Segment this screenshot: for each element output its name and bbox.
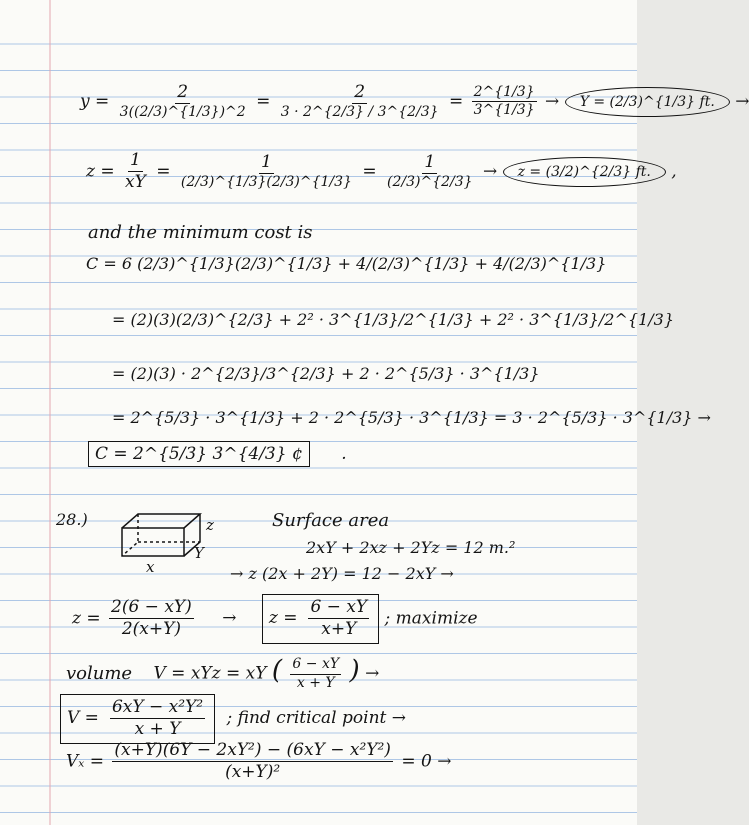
volume-res-lhs: V =	[67, 708, 99, 729]
box-label-y: Y	[194, 544, 204, 562]
min-cost-text: and the minimum cost is	[88, 222, 313, 243]
y-frac-1-den: 3((2/3)^{1/3})^2	[119, 104, 246, 121]
cost-line-3: = (2)(3) · 2^{2/3}/3^{2/3} + 2 · 2^{5/3} · 3^{1/3}	[112, 364, 540, 383]
maximize-text: ; maximize	[384, 608, 478, 629]
z-frac-1-num: 1	[128, 150, 143, 172]
z-comma: ,	[671, 161, 677, 182]
volume-result-box	[60, 694, 215, 744]
box-top-face	[122, 514, 200, 528]
z-lhs: z =	[86, 161, 115, 182]
z-eq2: =	[156, 161, 171, 182]
box-label-x: x	[146, 558, 155, 576]
y-frac-3-den: 3^{1/3}	[473, 102, 535, 119]
z-result-oval: z = (3/2)^{2/3} ft.	[503, 157, 666, 187]
cost-line-2: = (2)(3)(2/3)^{2/3} + 2² · 3^{1/3}/2^{1/3} + 2² · 3^{1/3}/2^{1/3}	[112, 310, 674, 329]
vx-equation	[66, 740, 451, 784]
volume-frac-num: 6 − xY	[290, 656, 341, 675]
vx-rhs: = 0 →	[401, 751, 452, 772]
volume-res-frac	[110, 697, 205, 741]
z-frac-2-den: (2/3)^{1/3}(2/3)^{1/3}	[180, 174, 352, 191]
cost-line-4: = 2^{5/3} · 3^{1/3} + 2 · 2^{5/3} · 3^{1/3} = 3 · 2^{5/3} · 3^{1/3} →	[112, 408, 711, 427]
volume-text: volume	[66, 662, 133, 684]
y-eq2: =	[256, 91, 271, 112]
y-frac-1-num: 2	[175, 82, 190, 104]
y-result-oval: Y = (2/3)^{1/3} ft.	[565, 87, 730, 117]
z2-frac	[109, 597, 194, 641]
volume-equation: volume V = xYz = xY ( $\frac{6 - xY}{x + Y}$ ) →	[66, 655, 380, 691]
y-lhs: y =	[80, 91, 110, 112]
z2-equation	[72, 594, 478, 644]
cost-period: .	[341, 444, 347, 464]
cost-result-box: C = 2^{5/3} 3^{4/3} ¢	[88, 441, 310, 467]
z2-res-frac	[308, 597, 369, 641]
volume-res-num: 6xY − x²Y²	[110, 697, 205, 719]
vx-num: (x+Y)(6Y − 2xY²) − (6xY − x²Y²)	[112, 740, 393, 762]
volume-res-den: x + Y	[134, 719, 181, 740]
volume-eq: V = xYz = xY	[153, 663, 267, 684]
volume-frac-den: x + Y	[296, 674, 335, 691]
box-label-z: z	[206, 516, 214, 534]
arrow-icon: →	[735, 91, 749, 112]
surface-area-eq: 2xY + 2xz + 2Yz = 12 m.²	[306, 538, 516, 557]
z2-result-box	[262, 594, 379, 644]
z-frac-1-den: xY	[125, 172, 146, 193]
z-frac-2-num: 1	[259, 152, 274, 174]
arrow-icon: →	[545, 91, 560, 112]
volume-result-row	[60, 694, 406, 744]
volume-frac	[290, 656, 341, 692]
cost-line-1: C = 6 (2/3)^{1/3}(2/3)^{1/3} + 4/(2/3)^{1/3} + 4/(2/3)^{1/3}	[86, 254, 607, 273]
z2-num: 2(6 − xY)	[109, 597, 194, 619]
z-frac-3-den: (2/3)^{2/3}	[387, 174, 473, 191]
z2-res-num: 6 − xY	[308, 597, 369, 619]
arrow-icon: →	[482, 161, 498, 182]
y-frac-3-num: 2^{1/3}	[472, 84, 537, 103]
y-eq3: =	[448, 91, 464, 112]
z2-res-den: x+Y	[321, 619, 357, 640]
vx-frac	[112, 740, 393, 784]
z2-res-lhs: z =	[268, 608, 298, 629]
z-frac-3-num: 1	[422, 152, 437, 174]
z2-den: 2(x+Y)	[121, 619, 181, 640]
y-frac-2-num: 2	[352, 82, 367, 104]
problem-number: 28.)	[56, 510, 88, 529]
vx-lhs: Vₓ =	[66, 751, 104, 772]
surface-area-text: Surface area	[272, 510, 390, 531]
y-frac-2-den: 3 · 2^{2/3} / 3^{2/3}	[280, 104, 439, 121]
surface-area-solve: → z (2x + 2Y) = 12 − 2xY →	[230, 564, 454, 583]
arrow-icon: →	[222, 608, 237, 629]
find-critical-point-text: ; find critical point →	[226, 708, 407, 729]
z-eq3: =	[362, 161, 377, 182]
vx-den: (x+Y)²	[225, 762, 281, 783]
arrow-icon: →	[365, 663, 380, 684]
z2-lhs: z =	[72, 608, 101, 629]
